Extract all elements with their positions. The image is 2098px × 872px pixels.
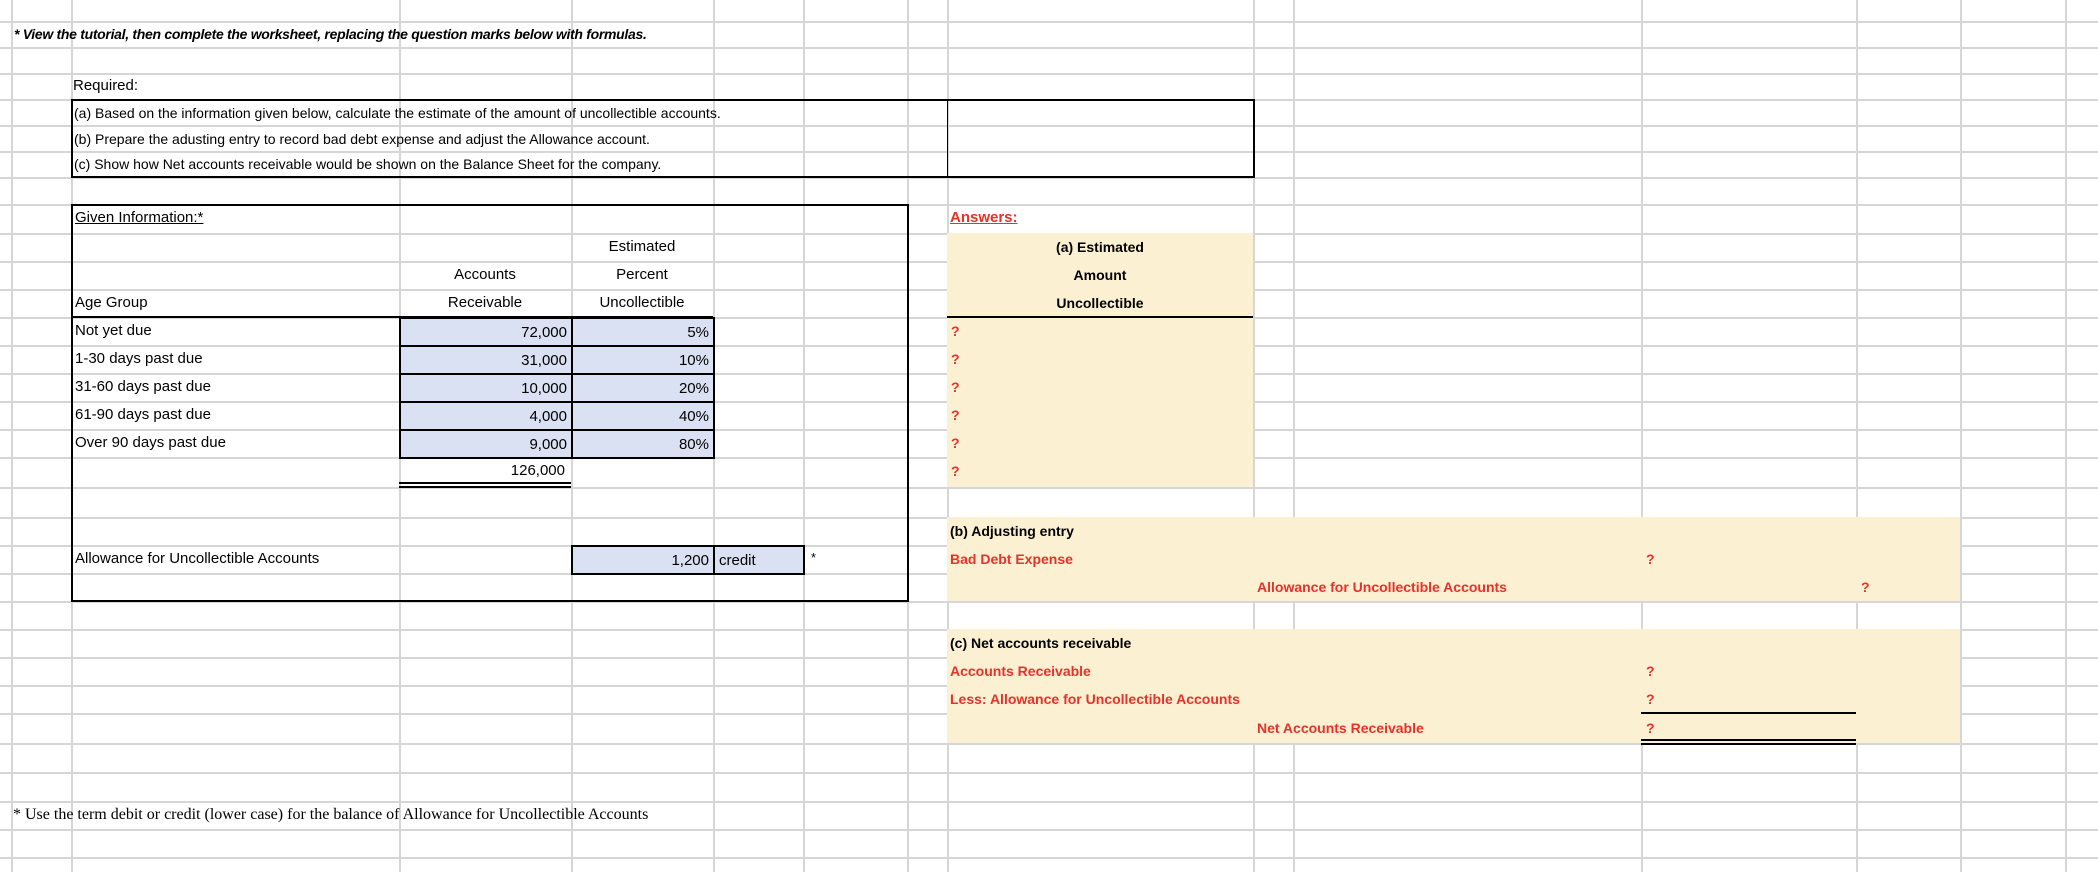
c-net-double-underline-2 bbox=[1641, 743, 1856, 745]
c-net-label: Net Accounts Receivable bbox=[1257, 720, 1424, 736]
required-item-b[interactable]: (b) Prepare the adusting entry to record bad debt expense and adjust the Allowance account. bbox=[74, 131, 650, 147]
age-group-label: Not yet due bbox=[75, 322, 152, 339]
c-net-value[interactable]: ? bbox=[1646, 720, 1655, 736]
instruction-text: * View the tutorial, then complete the worksheet, replacing the question marks below with formulas. bbox=[14, 26, 647, 42]
given-heading: Given Information:* bbox=[75, 209, 204, 226]
a-header-3: Uncollectible bbox=[1056, 295, 1144, 311]
ar-value: 4,000 bbox=[529, 408, 567, 425]
required-item-c[interactable]: (c) Show how Net accounts receivable would be shown on the Balance Sheet for the company. bbox=[74, 156, 662, 172]
col-pct-header-1: Estimated bbox=[608, 238, 676, 255]
given-box-bottom bbox=[71, 600, 909, 602]
column-gridline bbox=[2065, 0, 2067, 872]
age-group-label: 61-90 days past due bbox=[75, 406, 211, 423]
pct-input-cell[interactable] bbox=[571, 345, 715, 375]
b-credit-account: Allowance for Uncollectible Accounts bbox=[1257, 579, 1507, 595]
allowance-type-cell[interactable] bbox=[713, 545, 805, 575]
b-credit-value[interactable]: ? bbox=[1861, 579, 1870, 595]
pct-input-cell[interactable] bbox=[571, 401, 715, 431]
c-heading: (c) Net accounts receivable bbox=[950, 635, 1132, 651]
required-box-divider bbox=[947, 99, 948, 178]
pct-value: 40% bbox=[678, 408, 709, 425]
ar-input-cell[interactable] bbox=[399, 429, 573, 459]
total-ar: 126,000 bbox=[510, 462, 565, 479]
a-estimated-value[interactable]: ? bbox=[951, 435, 960, 451]
age-group-label: Over 90 days past due bbox=[75, 434, 226, 451]
pct-input-cell[interactable] bbox=[571, 317, 715, 347]
ar-value: 10,000 bbox=[521, 380, 567, 397]
given-box-left bbox=[71, 204, 73, 602]
pct-value: 5% bbox=[687, 324, 709, 341]
row-gridline bbox=[0, 73, 2098, 75]
pct-value: 80% bbox=[678, 436, 709, 453]
answers-heading: Answers: bbox=[950, 209, 1018, 226]
c-ar-label: Accounts Receivable bbox=[950, 663, 1091, 679]
a-estimated-value[interactable]: ? bbox=[951, 379, 960, 395]
pct-value: 20% bbox=[678, 380, 709, 397]
allowance-value-cell[interactable] bbox=[571, 545, 715, 575]
c-less-underline bbox=[1641, 712, 1856, 714]
row-gridline bbox=[0, 47, 2098, 49]
b-heading: (b) Adjusting entry bbox=[950, 523, 1074, 539]
ar-value: 9,000 bbox=[529, 436, 567, 453]
a-estimated-value[interactable]: ? bbox=[951, 351, 960, 367]
ar-input-cell[interactable] bbox=[399, 345, 573, 375]
ar-input-cell[interactable] bbox=[399, 401, 573, 431]
a-estimated-value[interactable]: ? bbox=[951, 463, 960, 479]
col-age-header: Age Group bbox=[75, 294, 148, 311]
row-gridline bbox=[0, 829, 2098, 831]
c-less-value[interactable]: ? bbox=[1646, 691, 1655, 707]
footnote: * Use the term debit or credit (lower case) for the balance of Allowance for Uncollectible Accounts bbox=[13, 806, 649, 823]
total-double-underline-1 bbox=[399, 482, 571, 484]
c-less-label: Less: Allowance for Uncollectible Accounts bbox=[950, 691, 1240, 707]
ar-value: 72,000 bbox=[521, 324, 567, 341]
pct-input-cell[interactable] bbox=[571, 373, 715, 403]
row-gridline bbox=[0, 772, 2098, 774]
c-ar-value[interactable]: ? bbox=[1646, 663, 1655, 679]
required-box-left bbox=[71, 99, 73, 178]
given-box-right bbox=[907, 204, 909, 602]
ar-value: 31,000 bbox=[521, 352, 567, 369]
required-box-right bbox=[1253, 99, 1255, 178]
total-double-underline-2 bbox=[399, 486, 571, 488]
required-heading: Required: bbox=[73, 77, 139, 94]
c-net-double-underline-1 bbox=[1641, 739, 1856, 741]
ar-input-cell[interactable] bbox=[399, 373, 573, 403]
col-ar-header-2: Receivable bbox=[447, 294, 523, 311]
column-gridline bbox=[1960, 0, 1962, 872]
a-header-2: Amount bbox=[1073, 267, 1127, 283]
pct-value: 10% bbox=[678, 352, 709, 369]
required-item-a[interactable]: (a) Based on the information given below, calculate the estimate of the amount of uncollectible accounts. bbox=[74, 105, 721, 121]
a-header-1: (a) Estimated bbox=[1056, 239, 1144, 255]
col-ar-header-1: Accounts bbox=[454, 266, 516, 283]
column-gridline bbox=[803, 0, 805, 872]
row-gridline bbox=[0, 487, 2098, 489]
allowance-label: Allowance for Uncollectible Accounts bbox=[75, 550, 320, 567]
row-gridline bbox=[0, 857, 2098, 859]
b-debit-value[interactable]: ? bbox=[1646, 551, 1655, 567]
pct-input-cell[interactable] bbox=[571, 429, 715, 459]
allowance-type: credit bbox=[719, 552, 756, 569]
allowance-value: 1,200 bbox=[671, 552, 709, 569]
age-group-label: 31-60 days past due bbox=[75, 378, 211, 395]
a-estimated-value[interactable]: ? bbox=[951, 323, 960, 339]
allowance-note-mark: * bbox=[811, 550, 817, 565]
col-pct-header-2: Percent bbox=[616, 266, 668, 283]
column-gridline bbox=[11, 0, 13, 872]
col-pct-header-3: Uncollectible bbox=[599, 294, 685, 311]
a-estimated-value[interactable]: ? bbox=[951, 407, 960, 423]
age-group-label: 1-30 days past due bbox=[75, 350, 203, 367]
a-header-underline bbox=[947, 316, 1253, 318]
ar-input-cell[interactable] bbox=[399, 317, 573, 347]
b-debit-account: Bad Debt Expense bbox=[950, 551, 1073, 567]
